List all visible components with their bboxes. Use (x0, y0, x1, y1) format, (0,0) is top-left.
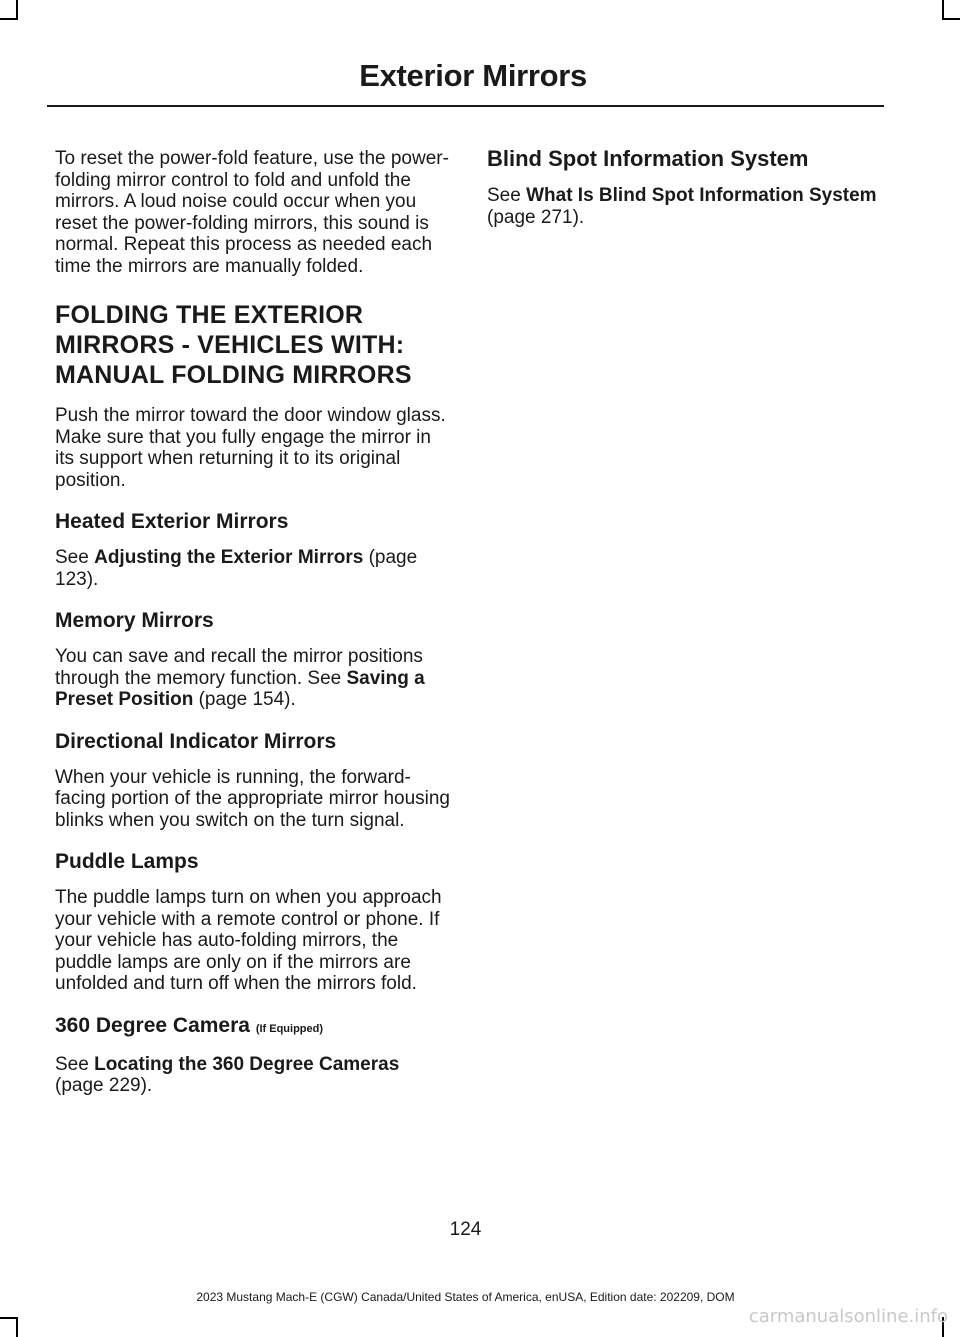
page-header-title: Exterior Mirrors (359, 58, 587, 93)
folding-mirrors-paragraph: Push the mirror toward the door window glass. Make sure that you fully engage the mirror in its support when returning it to its original position. (55, 405, 446, 491)
footer-edition-info: 2023 Mustang Mach-E (CGW) Canada/United States of America, enUSA, Edition date: 202209, DOM (196, 1290, 735, 1304)
blind-spot-link[interactable]: What Is Blind Spot Information System (526, 185, 877, 206)
crop-mark-bottom-left-v (16, 1317, 18, 1337)
crop-mark-top-right-v (942, 0, 944, 20)
directional-mirrors-paragraph: When your vehicle is running, the forward-facing portion of the appropriate mirror housing blinks when you switch on the turn signal. (55, 766, 451, 831)
crop-mark-top-right-h (942, 18, 960, 20)
memory-mirrors-paragraph (55, 646, 450, 711)
camera-section (55, 1014, 450, 1097)
page-number: 124 (449, 1219, 482, 1240)
section-heading-folding-mirrors (55, 300, 450, 390)
page-ref: (page 229). (55, 1075, 153, 1096)
memory-mirrors-section (55, 609, 450, 711)
page-ref: (page 154). (193, 689, 296, 710)
camera-paragraph (55, 1054, 450, 1097)
memory-mirrors-heading: Memory Mirrors (55, 609, 214, 632)
left-column (55, 146, 450, 1097)
crop-mark-top-left-v (16, 0, 18, 20)
page-ref: (page 123). (55, 547, 418, 590)
camera-heading-text: 360 Degree Camera (55, 1013, 250, 1037)
blind-spot-heading: Blind Spot Information System (487, 146, 809, 171)
see-text: See (55, 1053, 95, 1075)
page-ref: (page 271). (487, 206, 585, 228)
see-text: See (487, 185, 527, 206)
saving-preset-link[interactable]: Saving a Preset Position (55, 667, 425, 710)
memory-body-text: You can save and recall the mirror positions through the memory function. See (55, 646, 423, 689)
see-text: See (55, 547, 95, 568)
intro-paragraph: To reset the power-fold feature, use the power-folding mirror control to fold and unfold the mirrors. A loud noise could occur when you reset the power-folding mirrors, this sound is normal. Repeat this process as needed each time the mirrors are manually folded. (55, 148, 449, 277)
heading-line-3: MANUAL FOLDING MIRRORS (55, 361, 412, 389)
camera-heading (55, 1014, 450, 1041)
if-equipped-note: (If Equipped) (255, 1022, 324, 1035)
directional-mirrors-heading: Directional Indicator Mirrors (55, 729, 337, 753)
directional-mirrors-section (55, 730, 450, 832)
heated-mirrors-paragraph (55, 547, 450, 590)
puddle-lamps-section (55, 850, 450, 995)
puddle-lamps-paragraph: The puddle lamps turn on when you approach your vehicle with a remote control or phone. If your vehicle has auto-folding mirrors, the puddle lamps are only on if the mirrors are unfolded and turn off when the mirrors fold. (55, 887, 442, 994)
watermark: carmanualsonline.info (748, 1306, 948, 1327)
heading-line-1: FOLDING THE EXTERIOR (55, 301, 364, 329)
heated-mirrors-section (55, 510, 450, 590)
locating-cameras-link[interactable]: Locating the 360 Degree Cameras (94, 1053, 400, 1075)
crop-mark-bottom-left-h (0, 1317, 18, 1319)
right-column (487, 146, 887, 228)
header-divider (47, 105, 884, 107)
blind-spot-paragraph (487, 185, 887, 228)
puddle-lamps-heading: Puddle Lamps (55, 850, 199, 873)
heading-line-2: MIRRORS - VEHICLES WITH: (55, 331, 405, 359)
heated-mirrors-heading: Heated Exterior Mirrors (55, 510, 289, 533)
crop-mark-top-left-h (0, 18, 18, 20)
adjusting-mirrors-link[interactable]: Adjusting the Exterior Mirrors (94, 547, 364, 568)
blind-spot-section (487, 146, 887, 228)
